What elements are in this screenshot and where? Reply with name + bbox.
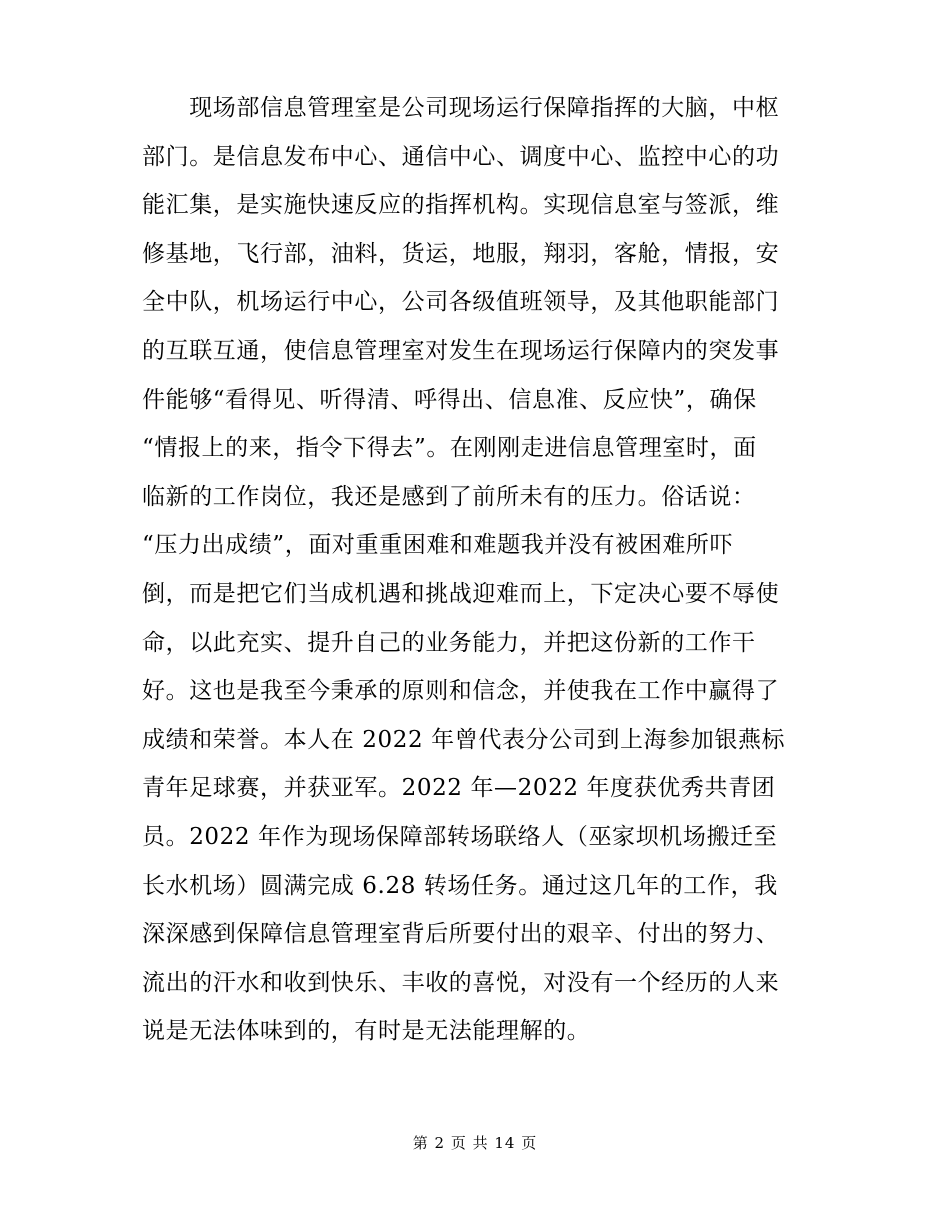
text-line: 能汇集，是实施快速反应的指挥机构。实现信息室与签派，维 <box>142 192 780 219</box>
text-line: 部门。是信息发布中心、通信中心、调度中心、监控中心的功 <box>142 143 780 170</box>
text-line: 的互联互通，使信息管理室对发生在现场运行保障内的突发事 <box>142 337 780 364</box>
text-line: 流出的汗水和收到快乐、丰收的喜悦，对没有一个经历的人来 <box>142 969 780 996</box>
text-line: 件能够“看得见、听得清、呼得出、信息准、反应快”，确保 <box>142 386 757 413</box>
text-line: 成绩和荣誉。本人在 2022 年曾代表分公司到上海参加银燕标 <box>142 726 786 753</box>
text-line: 员。2022 年作为现场保障部转场联络人（巫家坝机场搬迁至 <box>142 823 778 850</box>
text-line: “压力出成绩”，面对重重困难和难题我并没有被困难所吓 <box>142 532 734 559</box>
page-number-footer: 第 2 页 共 14 页 <box>412 1134 538 1152</box>
text-line: “情报上的来，指令下得去”。在刚刚走进信息管理室时，面 <box>142 435 757 462</box>
text-line: 全中队，机场运行中心，公司各级值班领导，及其他职能部门 <box>142 289 780 316</box>
body-paragraph <box>142 84 812 1056</box>
text-line: 临新的工作岗位，我还是感到了前所未有的压力。俗话说： <box>142 483 756 510</box>
text-line: 说是无法体味到的，有时是无法能理解的。 <box>142 1018 591 1045</box>
text-line: 修基地，飞行部，油料，货运，地服，翔羽，客舱，情报，安 <box>142 240 780 267</box>
text-line: 青年足球赛，并获亚军。2022 年—2022 年度获优秀共青团 <box>142 775 776 802</box>
text-line: 命，以此充实、提升自己的业务能力，并把这份新的工作干 <box>142 629 756 656</box>
text-line: 好。这也是我至今秉承的原则和信念，并使我在工作中赢得了 <box>142 678 780 705</box>
text-line: 长水机场）圆满完成 6.28 转场任务。通过这几年的工作，我 <box>142 872 778 899</box>
text-line: 深深感到保障信息管理室背后所要付出的艰辛、付出的努力、 <box>142 921 780 948</box>
text-line: 现场部信息管理室是公司现场运行保障指挥的大脑，中枢 <box>142 95 780 121</box>
text-line: 倒，而是把它们当成机遇和挑战迎难而上，下定决心要不辱使 <box>142 580 780 607</box>
